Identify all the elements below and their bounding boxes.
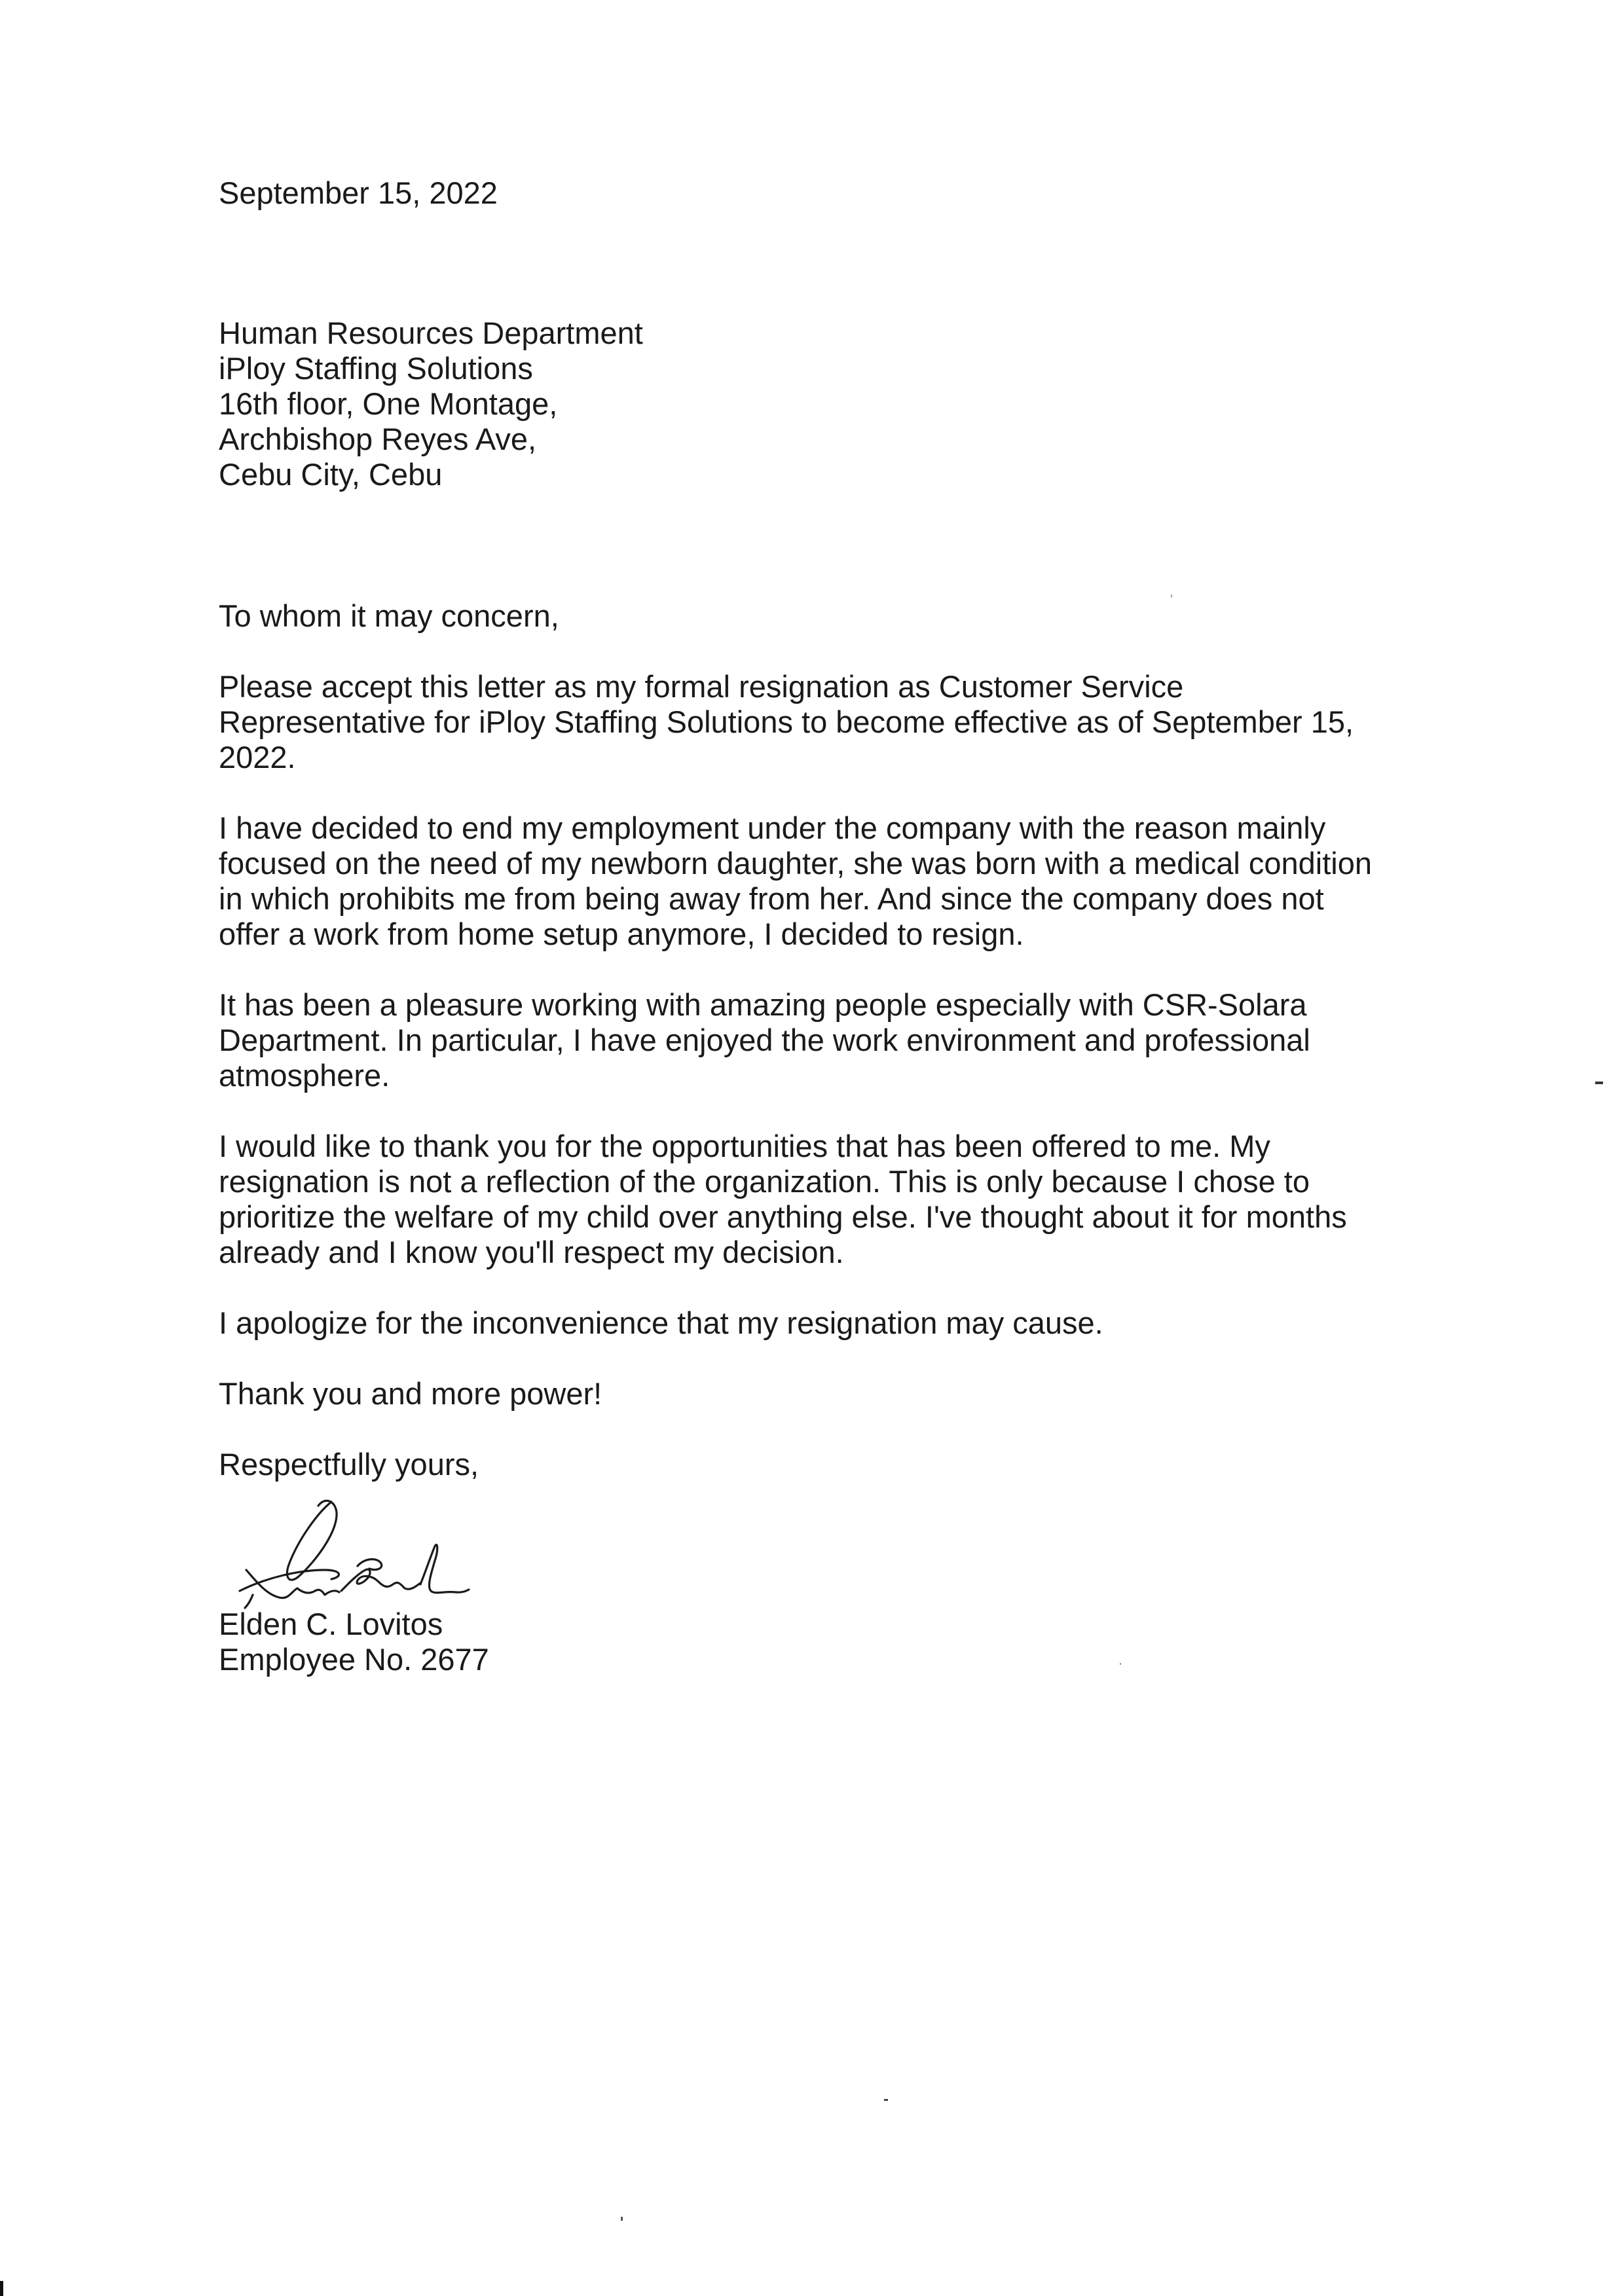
address-line: Archbishop Reyes Ave, <box>219 422 537 456</box>
paragraph-line: focused on the need of my newborn daughter, she was born with a medical condition <box>219 846 1372 881</box>
address-line: iPloy Staffing Solutions <box>219 351 533 386</box>
salutation: To whom it may concern, <box>219 598 559 633</box>
handwritten-signature <box>227 1493 475 1611</box>
paragraph-line: Thank you and more power! <box>219 1376 602 1411</box>
paragraph-line: I have decided to end my employment under the company with the reason mainly <box>219 811 1326 845</box>
paragraph-closing-remark <box>219 1376 1417 1412</box>
paragraph-line: I would like to thank you for the opportunities that has been offered to me. My <box>219 1129 1270 1163</box>
paragraph-apology <box>219 1305 1417 1341</box>
paragraph-line: atmosphere. <box>219 1058 390 1093</box>
scan-speck <box>1595 1082 1603 1084</box>
paragraph-line: already and I know you'll respect my decision. <box>219 1235 844 1269</box>
paragraph-reason <box>219 811 1417 952</box>
signer-name: Elden C. Lovitos <box>219 1607 443 1641</box>
paragraph-line: resignation is not a reflection of the organization. This is only because I chose to <box>219 1164 1310 1199</box>
paragraph-line: prioritize the welfare of my child over anything else. I've thought about it for months <box>219 1199 1347 1234</box>
closing: Respectfully yours, <box>219 1447 479 1482</box>
paragraph-line: Representative for iPloy Staffing Solutions to become effective as of September 15, <box>219 704 1354 739</box>
scan-speck <box>1171 594 1172 598</box>
paragraph-line: It has been a pleasure working with amazing people especially with CSR-Solara <box>219 987 1307 1022</box>
paragraph-line: in which prohibits me from being away from her. And since the company does not <box>219 881 1324 916</box>
letter-body <box>219 175 1417 1677</box>
address-line: Human Resources Department <box>219 316 643 350</box>
paragraph-resignation <box>219 669 1417 775</box>
paragraph-line: 2022. <box>219 740 296 774</box>
paragraph-line: offer a work from home setup anymore, I decided to resign. <box>219 917 1024 951</box>
scan-speck <box>1120 1663 1121 1665</box>
address-line: 16th floor, One Montage, <box>219 386 558 421</box>
scan-speck <box>621 2217 623 2221</box>
signature-area <box>219 1497 1417 1607</box>
scan-speck <box>884 2099 888 2101</box>
scan-speck <box>0 2281 3 2296</box>
paragraph-thanks <box>219 1129 1417 1270</box>
paragraph-pleasure <box>219 987 1417 1093</box>
paragraph-line: Please accept this letter as my formal resignation as Customer Service <box>219 669 1184 704</box>
paragraph-line: Department. In particular, I have enjoyed the work environment and professional <box>219 1023 1310 1057</box>
letter-date: September 15, 2022 <box>219 175 498 210</box>
address-line: Cebu City, Cebu <box>219 457 443 492</box>
recipient-address <box>219 316 1417 492</box>
employee-number: Employee No. 2677 <box>219 1642 489 1677</box>
paragraph-line: I apologize for the inconvenience that my resignation may cause. <box>219 1305 1103 1340</box>
